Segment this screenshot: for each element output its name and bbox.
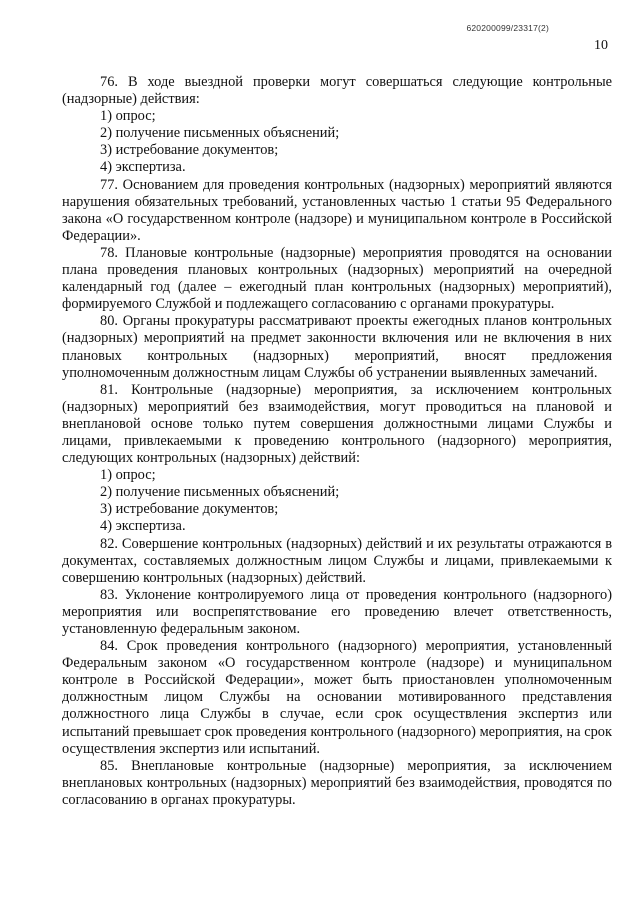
list-item: 1) опрос; [100,108,156,125]
paragraph: 82. Совершение контрольных (надзорных) действий и их результаты отражаются в документах, составляемых должностным лицом Службы и лицами, привлекаемыми к совершению контрольных (надзорных) действий. [62,535,612,586]
document-code: 620200099/23317(2) [466,23,549,33]
paragraph: 76. В ходе выездной проверки могут совершаться следующие контрольные (надзорные) действия: [62,74,612,108]
paragraph: 80. Органы прокуратуры рассматривают проекты ежегодных планов контрольных (надзорных) мероприятий на предмет законности включения или не включения в них плановых контрольных (надзорных) мероприятий, вносят предложения уполномоченным должностным лицам Службы об устранении выявленных замечаний. [62,313,612,381]
list-item: 3) истребование документов; [100,142,279,159]
paragraph: 83. Уклонение контролируемого лица от проведения контрольного (надзорного) мероприятия или воспрепятствование его проведению влечет ответственность, установленную федеральным законом. [62,586,612,637]
list-item: 2) получение письменных объяснений; [100,484,340,501]
list-item: 2) получение письменных объяснений; [100,125,340,142]
paragraph: 77. Основанием для проведения контрольных (надзорных) мероприятий являются нарушения обязательных требований, установленных частью 1 статьи 95 Федерального закона «О государственном контроле (надзоре) и муниципальном контроле в Российской Федерации». [62,176,612,244]
paragraph: 85. Внеплановые контрольные (надзорные) мероприятия, за исключением внеплановых контрольных (надзорных) мероприятий без взаимодействия, проводятся по согласованию в органах прокуратуры. [62,757,612,808]
list-item: 4) экспертиза. [100,159,186,176]
list-item: 4) экспертиза. [100,518,186,535]
list-item: 3) истребование документов; [100,501,279,518]
paragraph: 78. Плановые контрольные (надзорные) мероприятия проводятся на основании плана проведения плановых контрольных (надзорных) мероприятий на очередной календарный год (далее – ежегодный план контрольных (надзорных) мероприятий), формируемого Службой и подлежащего согласованию с органами прокуратуры. [62,244,612,313]
paragraph: 84. Срок проведения контрольного (надзорного) мероприятия, установленный Федеральным законом «О государственном контроле (надзоре) и муниципальном контроле в Российской Федерации», может быть приостановлен уполномоченным должностным лицом Службы на основании мотивированного представления должностного лица Службы в случае, если срок осуществления экспертиз или испытаний превышает срок проведения контрольного (надзорного) мероприятия, на срок осуществления экспертиз или испытаний. [62,638,612,757]
document-body [62,74,612,809]
paragraph: 81. Контрольные (надзорные) мероприятия, за исключением контрольных (надзорных) мероприятий без взаимодействия, могут проводиться на плановой и внеплановой основе только путем совершения должностными лицами Службы и лицами, привлекаемыми к проведению контрольного (надзорного) мероприятия, следующих контрольных (надзорных) действий: [62,381,612,467]
page-number: 10 [594,38,608,53]
list-item: 1) опрос; [100,467,156,484]
